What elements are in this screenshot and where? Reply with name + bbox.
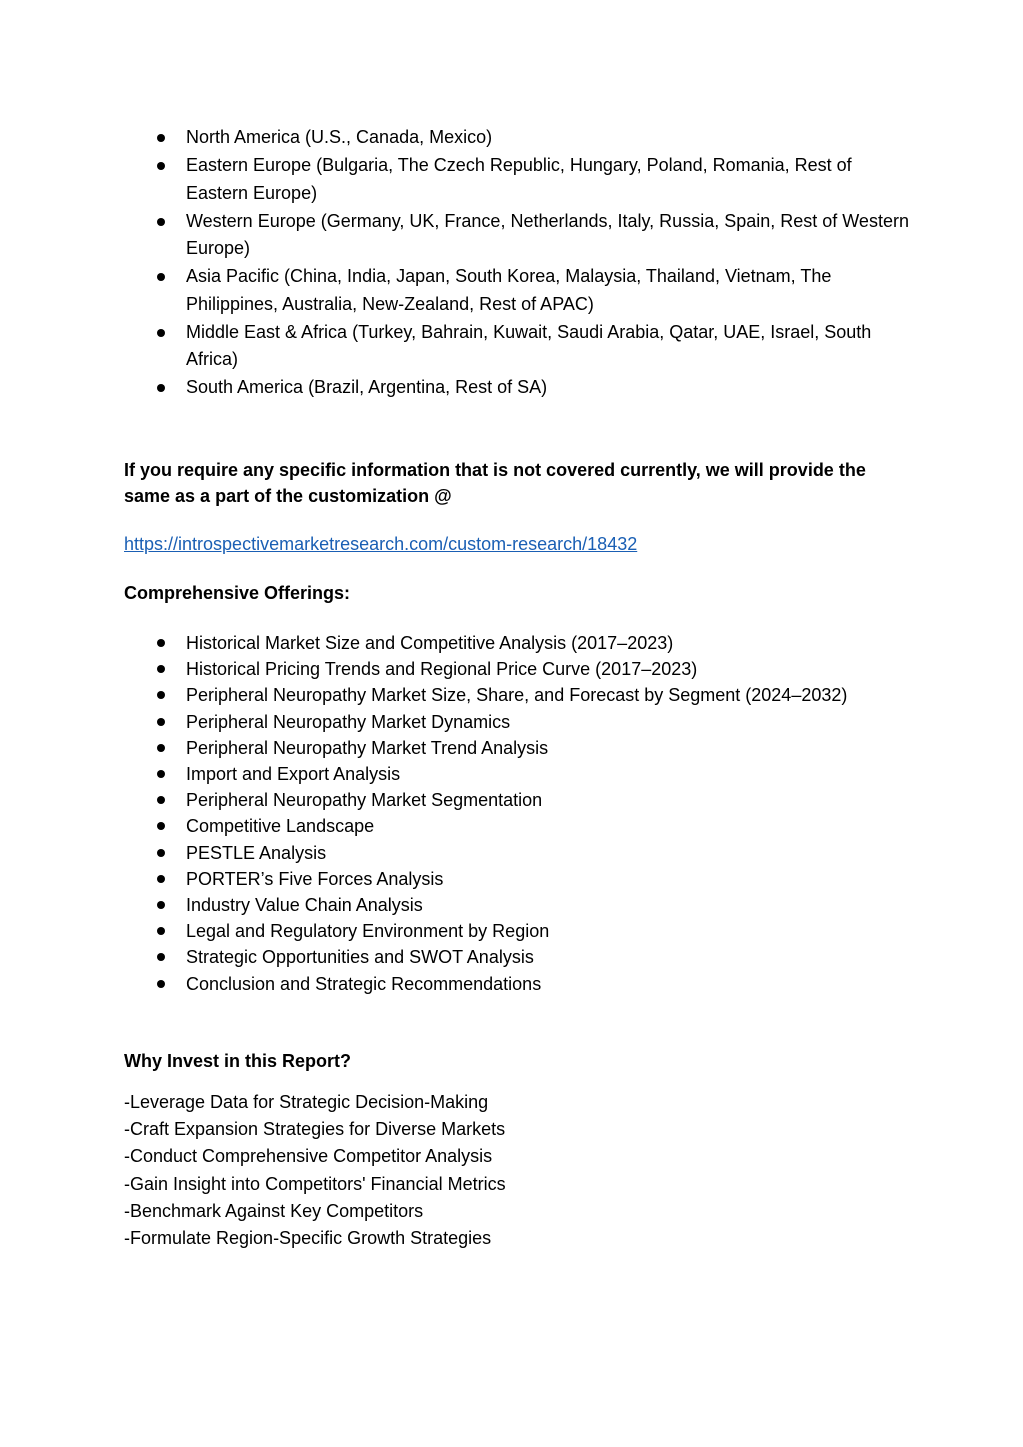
list-item (124, 630, 914, 656)
list-item (124, 656, 914, 682)
list-item (124, 263, 914, 318)
list-item: -Gain Insight into Competitors' Financial Metrics (124, 1173, 506, 1194)
bullet-icon (157, 927, 165, 935)
custom-research-link[interactable]: https://introspectivemarketresearch.com/custom-research/18432 (124, 534, 638, 554)
list-item (124, 971, 914, 997)
bullet-icon (157, 384, 165, 392)
offerings-list (124, 630, 914, 997)
customization-notice: If you require any specific information that is not covered currently, we will provide the same as a part of the customization @ (124, 460, 866, 506)
list-item (124, 319, 914, 374)
bullet-icon (157, 329, 165, 337)
offerings-heading: Comprehensive Offerings: (124, 583, 351, 603)
bullet-icon (157, 796, 165, 804)
list-item: -Formulate Region-Specific Growth Strategies (124, 1228, 492, 1249)
offering-label: Competitive Landscape (186, 816, 375, 837)
list-item (124, 892, 914, 918)
bullet-icon (157, 273, 165, 281)
list-item (124, 840, 914, 866)
list-item (124, 735, 914, 761)
region-label: Eastern Europe (Bulgaria, The Czech Republic, Hungary, Poland, Romania, Rest of Eastern Europe) (186, 155, 852, 203)
list-item (124, 918, 914, 944)
offering-label: Conclusion and Strategic Recommendations (186, 973, 542, 994)
region-label: North America (U.S., Canada, Mexico) (186, 127, 493, 147)
offering-label: PESTLE Analysis (186, 842, 327, 863)
bullet-icon (157, 162, 165, 170)
list-item (124, 124, 914, 152)
bullet-icon (157, 639, 165, 647)
bullet-icon (157, 901, 165, 909)
offering-label: Peripheral Neuropathy Market Trend Analysis (186, 737, 549, 758)
bullet-icon (157, 953, 165, 961)
offering-label: Import and Export Analysis (186, 764, 401, 785)
list-item: -Conduct Comprehensive Competitor Analysis (124, 1146, 493, 1167)
bullet-icon (157, 875, 165, 883)
list-item (124, 709, 914, 735)
bullet-icon (157, 691, 165, 699)
offering-label: PORTER’s Five Forces Analysis (186, 868, 444, 889)
bullet-icon (157, 665, 165, 673)
regions-list (124, 124, 914, 402)
bullet-icon (157, 849, 165, 857)
region-label: Middle East & Africa (Turkey, Bahrain, Kuwait, Saudi Arabia, Qatar, UAE, Israel, South Africa) (186, 321, 872, 369)
list-item (124, 374, 914, 402)
bullet-icon (157, 980, 165, 988)
list-item (124, 682, 914, 708)
region-label: Asia Pacific (China, India, Japan, South Korea, Malaysia, Thailand, Vietnam, The Philippines, Australia, New-Zealand, Rest of APAC) (186, 266, 832, 314)
region-label: Western Europe (Germany, UK, France, Netherlands, Italy, Russia, Spain, Rest of Western Europe) (186, 210, 909, 258)
bullet-icon (157, 770, 165, 778)
offering-label: Historical Pricing Trends and Regional Price Curve (2017–2023) (186, 659, 698, 680)
list-item (124, 152, 914, 207)
list-item (124, 813, 914, 839)
offering-label: Legal and Regulatory Environment by Region (186, 921, 550, 942)
offering-label: Industry Value Chain Analysis (186, 895, 423, 916)
offering-label: Peripheral Neuropathy Market Size, Share, and Forecast by Segment (2024–2032) (186, 685, 848, 706)
list-item: -Benchmark Against Key Competitors (124, 1200, 424, 1221)
bullet-icon (157, 718, 165, 726)
list-item (124, 761, 914, 787)
list-item (124, 787, 914, 813)
offering-label: Peripheral Neuropathy Market Segmentation (186, 790, 543, 811)
offering-label: Historical Market Size and Competitive Analysis (2017–2023) (186, 633, 674, 653)
bullet-icon (157, 134, 165, 142)
list-item: -Leverage Data for Strategic Decision-Making (124, 1092, 489, 1112)
bullet-icon (157, 218, 165, 226)
list-item (124, 866, 914, 892)
bullet-icon (157, 822, 165, 830)
region-label: South America (Brazil, Argentina, Rest of SA) (186, 377, 548, 397)
list-item (124, 944, 914, 970)
why-invest-heading: Why Invest in this Report? (124, 1051, 352, 1071)
list-item (124, 208, 914, 263)
why-invest-list (124, 1089, 914, 1252)
list-item: -Craft Expansion Strategies for Diverse Markets (124, 1119, 506, 1140)
offering-label: Peripheral Neuropathy Market Dynamics (186, 711, 511, 732)
offering-label: Strategic Opportunities and SWOT Analysis (186, 947, 534, 968)
bullet-icon (157, 744, 165, 752)
